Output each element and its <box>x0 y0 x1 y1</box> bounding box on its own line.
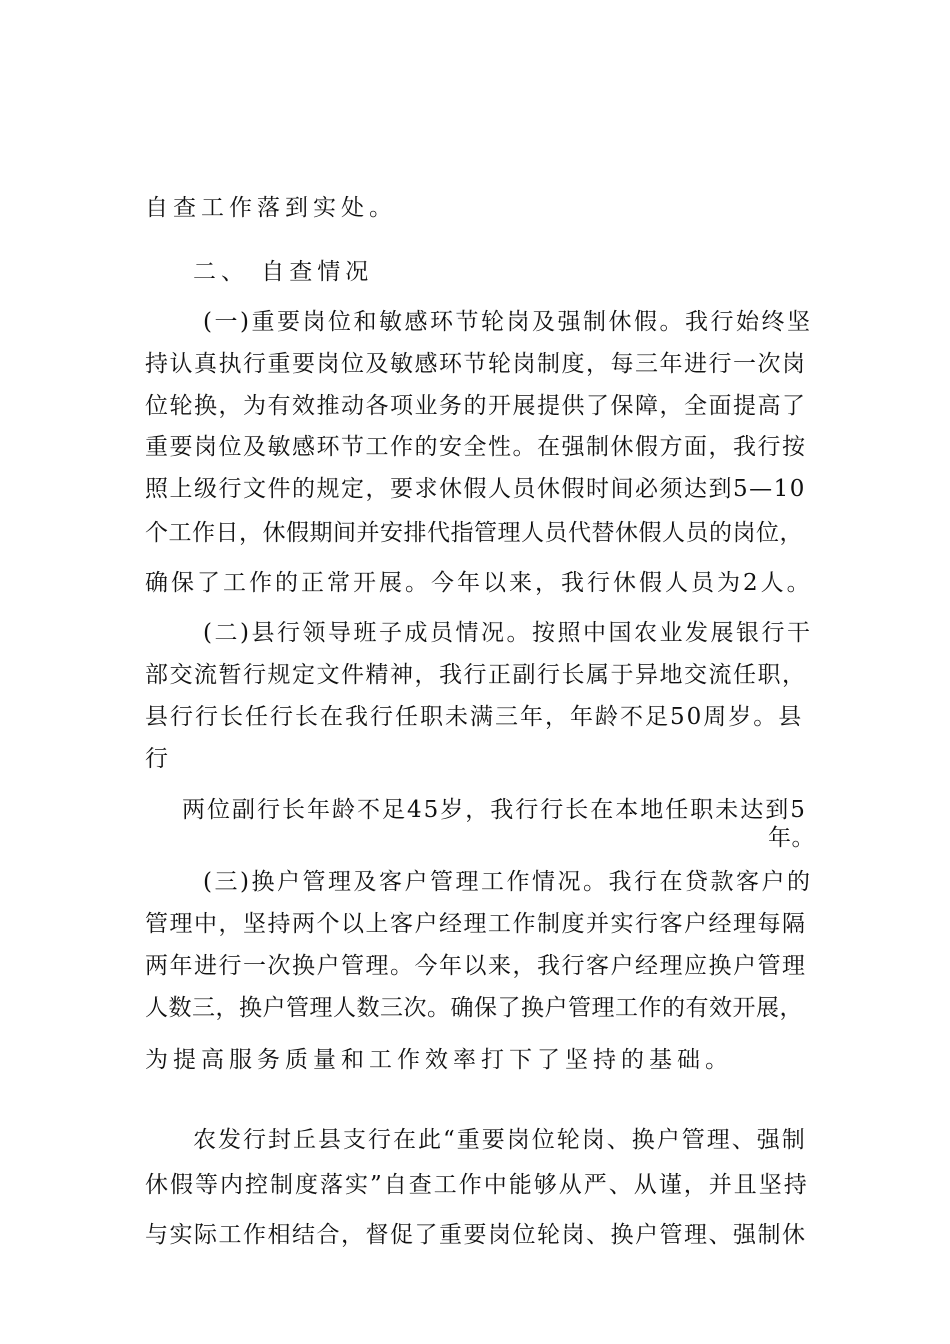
text-line: 行 <box>145 746 173 772</box>
text-line: (一)重要岗位和敏感环节轮岗及强制休假。我行始终坚 <box>203 309 813 335</box>
text-line: (三)换户管理及客户管理工作情况。我行在贷款客户的 <box>203 869 813 895</box>
text-line: 确保了工作的正常开展。今年以来，我行休假人员为2人。 <box>145 570 813 596</box>
text-line: 部交流暂行规定文件精神，我行正副行长属于异地交流任职， <box>145 662 807 688</box>
text-line: 农发行封丘县支行在此“重要岗位轮岗、换户管理、强制 <box>193 1127 807 1153</box>
text-line: 两位副行长年龄不足45岁，我行行长在本地任职未达到5 <box>182 797 807 823</box>
text-line: 自查工作落到实处。 <box>145 195 397 221</box>
text-line: (二)县行领导班子成员情况。按照中国农业发展银行干 <box>203 620 813 646</box>
text-line: 人数三，换户管理人数三次。确保了换户管理工作的有效开展， <box>145 995 803 1021</box>
text-line: 县行行长任行长在我行任职未满三年，年龄不足50周岁。县 <box>145 704 804 730</box>
text-line: 个工作日，休假期间并安排代指管理人员代替休假人员的岗位， <box>145 520 803 546</box>
text-line: 照上级行文件的规定，要求休假人员休假时间必须达到5—10 <box>145 476 806 502</box>
text-line: 休假等内控制度落实”自查工作中能够从严、从谨，并且坚持 <box>145 1172 809 1198</box>
text-line: 为提高服务质量和工作效率打下了坚持的基础。 <box>145 1047 733 1073</box>
text-line: 管理中，坚持两个以上客户经理工作制度并实行客户经理每隔 <box>145 911 807 937</box>
text-line: 与实际工作相结合，督促了重要岗位轮岗、换户管理、强制休 <box>145 1222 807 1248</box>
text-line: 年。 <box>768 825 815 851</box>
text-line: 持认真执行重要岗位及敏感环节轮岗制度，每三年进行一次岗 <box>145 351 807 377</box>
text-line: 重要岗位及敏感环节工作的安全性。在强制休假方面，我行按 <box>145 434 807 460</box>
text-line: 两年进行一次换户管理。今年以来，我行客户经理应换户管理 <box>145 953 807 979</box>
text-line: 位轮换，为有效推动各项业务的开展提供了保障，全面提高了 <box>145 393 807 419</box>
section-heading: 二、 自查情况 <box>193 259 374 285</box>
